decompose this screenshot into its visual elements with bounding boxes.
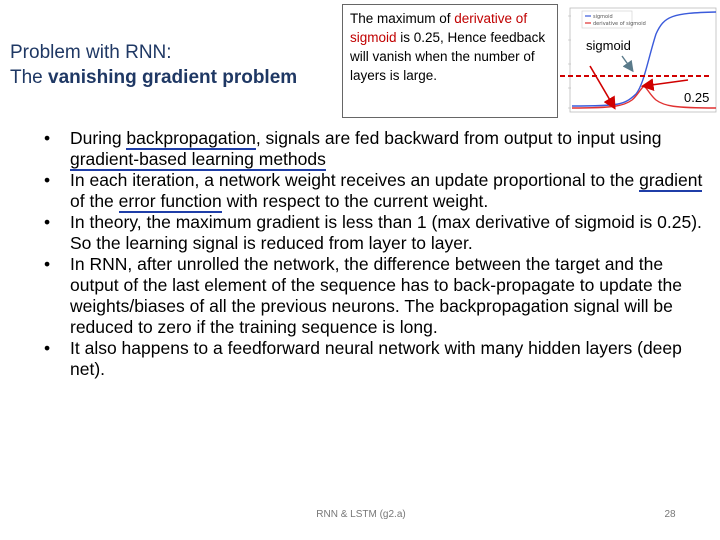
bullet-item-1 [44, 128, 704, 170]
bullet-2-text-2: of the [70, 191, 119, 211]
bullet-1-text-1: During [70, 128, 127, 148]
sigmoid-figure [560, 4, 720, 116]
callout-highlight: derivative of sigmoid [350, 11, 528, 45]
bullet-item-3 [44, 212, 704, 254]
legend-label-sigmoid: sigmoid [593, 14, 613, 20]
bullet-1-text-2: , signals are fed backward from output to input using [255, 128, 662, 148]
link-gradient-based-learning[interactable]: gradient-based learning methods [70, 149, 326, 169]
title-line-1: Problem with RNN: [10, 42, 172, 63]
bullet-4-text: In RNN, after unrolled the network, the difference between the target and the output of the last element of the sequence has to back-propagate to update the weights/biases of all the previous neurons. The backpropagation signal will be reduced to zero if the training sequence is long. [70, 254, 682, 337]
title-line-2-bold: vanishing gradient problem [48, 67, 298, 88]
link-error-function[interactable]: error function [118, 191, 222, 211]
bullet-2-text-3: with respect to the current weight. [221, 191, 489, 211]
sigmoid-label: sigmoid [586, 38, 631, 53]
max-value-label: 0.25 [684, 90, 710, 105]
callout-text-2: is 0.25, Hence feedback will vanish when the number of layers is large. [350, 30, 546, 83]
bullet-item-4 [44, 254, 704, 338]
link-gradient[interactable]: gradient [639, 170, 703, 190]
footer-text: RNN & LSTM (g2.a) [316, 509, 406, 520]
bullet-dot: • [44, 170, 51, 190]
bullet-item-5 [44, 338, 704, 380]
bullet-item-2 [44, 170, 704, 212]
bullet-dot: • [44, 212, 51, 232]
slide-title [10, 40, 340, 90]
bullet-dot: • [44, 338, 51, 358]
callout-box [342, 4, 558, 118]
bullet-5-text: It also happens to a feedforward neural network with many hidden layers (deep net). [70, 338, 682, 379]
bullet-2-text-1: In each iteration, a network weight receives an update proportional to the [70, 170, 640, 190]
legend-label-derivative: derivative of sigmoid [593, 21, 646, 27]
link-backpropagation[interactable]: backpropagation [126, 128, 256, 148]
bullet-list [44, 128, 704, 380]
page-number: 28 [664, 509, 676, 520]
callout-text-1: The maximum of [350, 11, 455, 26]
title-line-2 [10, 65, 340, 90]
bullet-dot: • [44, 254, 51, 274]
title-line-2-prefix: The [10, 67, 49, 88]
bullet-3-text: In theory, the maximum gradient is less than 1 (max derivative of sigmoid is 0.25). So the learning signal is reduced from layer to layer. [70, 212, 702, 253]
bullet-dot: • [44, 128, 51, 148]
